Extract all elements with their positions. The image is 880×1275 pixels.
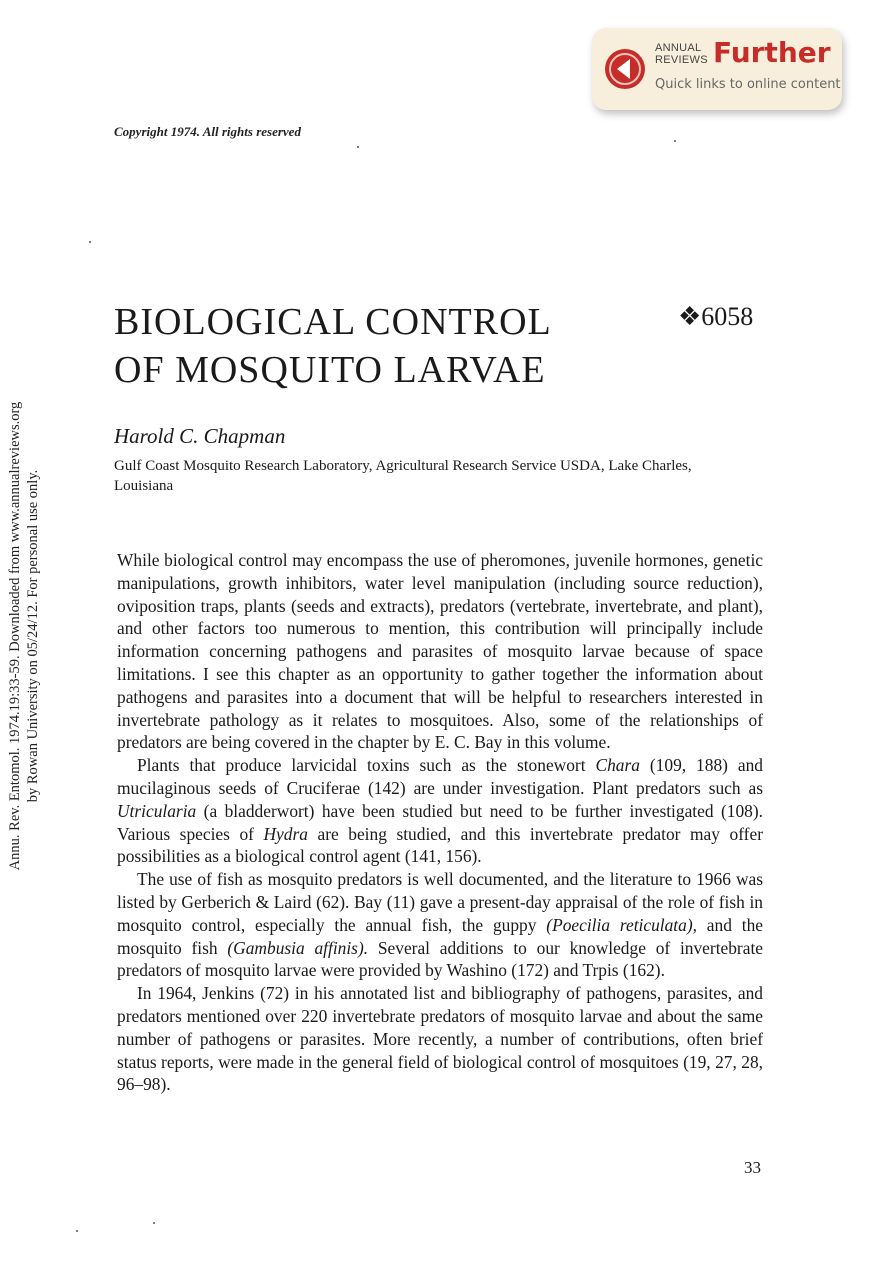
badge-tagline: Quick links to online content bbox=[655, 77, 841, 92]
article-body bbox=[117, 549, 763, 1096]
p3-italic-gambusia: (Gambusia affinis). bbox=[227, 937, 369, 958]
p3-text-a: The use of fish as mosquito predators is well documented, and the literature to 1966 was listed by Gerberich & Laird (62). Bay (11) gave a present-day appraisal of the role of fish in mosquito control, especially the annual fish, the guppy bbox=[117, 869, 763, 935]
p2-text-c: (a bladderwort) have been studied but need to be further investigated (108). Various species of bbox=[117, 800, 763, 844]
left-arrow-circle-icon bbox=[604, 48, 646, 90]
page-number: 33 bbox=[744, 1158, 761, 1177]
article-code: ❖6058 bbox=[678, 302, 754, 331]
title-line-2: OF MOSQUITO LARVAE bbox=[114, 349, 546, 391]
badge-further: Further bbox=[713, 36, 831, 69]
p2-text-a: Plants that produce larvicidal toxins such as the stonewort bbox=[137, 755, 596, 776]
scan-speck bbox=[153, 1222, 155, 1224]
p3-text-b: and the mosquito fish bbox=[117, 914, 763, 958]
title-line-1: BIOLOGICAL CONTROL bbox=[114, 301, 552, 343]
p3-italic-poecilia: (Poecilia reticulata), bbox=[546, 914, 697, 935]
download-notice bbox=[0, 358, 48, 914]
further-badge[interactable] bbox=[592, 28, 842, 110]
p2-italic-utricularia: Utricularia bbox=[117, 800, 197, 821]
download-notice-line2: by Rowan University on 05/24/12. For personal use only. bbox=[25, 469, 41, 803]
p2-italic-chara: Chara bbox=[595, 755, 640, 776]
author-affiliation: Gulf Coast Mosquito Research Laboratory, Agricultural Research Service USDA, Lake Charles, Louisiana bbox=[114, 458, 692, 494]
p2-text-d: are being studied, and this invertebrate predator may offer possibilities as a biological control agent (141, 156). bbox=[117, 823, 763, 867]
paragraph-3 bbox=[117, 868, 763, 982]
scan-speck bbox=[89, 241, 91, 243]
article-title bbox=[114, 298, 552, 394]
paragraph-4: In 1964, Jenkins (72) in his annotated list and bibliography of pathogens, parasites, and predators mentioned over 220 invertebrate predators of mosquito larvae and about the same number of pathogens or parasites. More recently, a number of contributions, often brief status reports, were made in the general field of biological control of mosquitoes (19, 27, 28, 96–98). bbox=[117, 983, 763, 1095]
download-notice-line1: Annu. Rev. Entomol. 1974.19:33-59. Downloaded from www.annualreviews.org bbox=[7, 401, 23, 871]
badge-annual: ANNUAL bbox=[655, 42, 702, 54]
p2-text-b: (109, 188) and mucilaginous seeds of Cruciferae (142) are under investigation. Plant predators such as bbox=[117, 755, 763, 798]
copyright-notice: Copyright 1974. All rights reserved bbox=[114, 124, 301, 139]
paragraph-1: While biological control may encompass the use of pheromones, juvenile hormones, genetic manipulations, growth inhibitors, water level manipulation (including source reduction), oviposition traps, plants (seeds and extracts), predators (vertebrate, invertebrate, and plant), and other factors too numerous to mention, this contribution will principally include information concerning pathogens and parasites of mosquito larvae because of space limitations. I see this chapter as an opportunity to gather together the information about pathogens and parasites into a document that will be helpful to researchers interested in invertebrate pathology as it relates to mosquitoes. Also, some of the relationships of predators are being covered in the chapter by E. C. Bay in this volume. bbox=[117, 550, 763, 753]
badge-publisher bbox=[655, 42, 708, 66]
scan-speck bbox=[357, 146, 359, 148]
paragraph-2 bbox=[117, 754, 763, 868]
scan-speck bbox=[674, 140, 676, 142]
author-name: Harold C. Chapman bbox=[114, 424, 286, 448]
badge-reviews: REVIEWS bbox=[655, 54, 708, 66]
p2-italic-hydra: Hydra bbox=[263, 823, 308, 844]
p3-text-c: Several additions to our knowledge of invertebrate predators of mosquito larvae were provided by Washino (172) and Trpis (162). bbox=[117, 937, 763, 981]
scan-speck bbox=[76, 1230, 78, 1232]
